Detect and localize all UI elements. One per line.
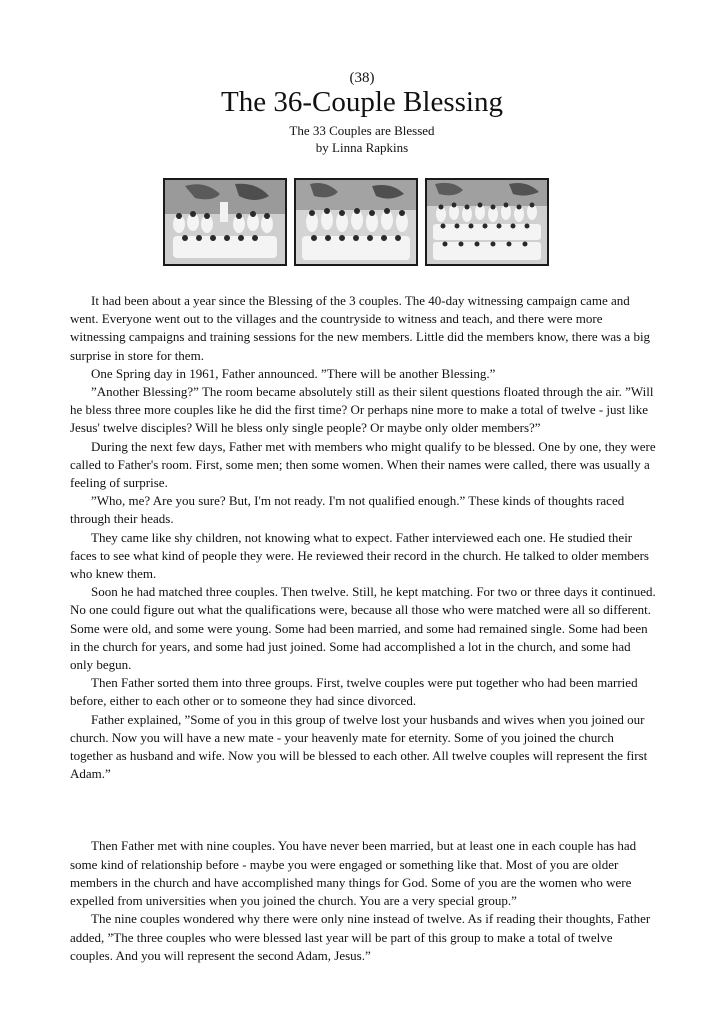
paragraph: Then Father met with nine couples. You have never been married, but at least one in each couple has had some kind of relationship before - maybe you were engaged or something like that. Most of you are older members in the church and have accomplished many things for God. Some of you are the women who were expelled from universities when you joined the church. You are a very special group.” [70,838,637,909]
paragraph: During the next few days, Father met with members who might qualify to be blessed. One by one, they were called to Father's room. First, some men; then some women. When their names were called, there was usually a feeling of surprise. [70,438,656,491]
paragraph: Then Father sorted them into three groups. First, twelve couples were put together who had been married before, either to each other or to someone they had since divorced. [70,675,638,709]
page-subtitle: The 33 Couples are Blessed [289,123,435,138]
author-line: by Linna Rapkins [315,140,409,155]
paragraph: Father explained, ”Some of you in this group of twelve lost your husbands and wives when you joined our church. Now you will have a new mate - your heavenly mate for eternity. Some of you joined the church together as husband and wife. Now you will be blessed to each other. All twelve couples will represent the first Adam.” [70,711,648,782]
photo-strip [163,178,549,266]
paragraph: They came like shy children, not knowing what to expect. Father interviewed each one. He studied their faces to see what kind of people they were. He reviewed their record in the church. He talked to older members who knew them. [70,529,649,582]
paragraph: One Spring day in 1961, Father announced. ”There will be another Blessing.” [91,365,496,381]
page-title: The 36-Couple Blessing [221,86,503,118]
chapter-number: (38) [349,70,375,86]
story-body [70,292,656,965]
group-photo-2-image [296,180,416,264]
paragraph: ”Another Blessing?” The room became absolutely still as their silent questions floated through the air. ”Will he bless three more couples like he did the first time? Or perhaps nine more to make a total of twelve - just like Jesus' twelve disciples? Will he bless only single people? Or maybe only older members?” [70,384,654,436]
group-photo-3 [425,178,549,266]
paragraph: It had been about a year since the Blessing of the 3 couples. The 40-day witnessing campaign came and went. Everyone went out to the villages and the countryside to witness and teach, and there were more witnessing campaigns and training sessions for the new members. Little did the members know, there was a big surprise in store for them. [70,293,651,363]
paragraph: The nine couples wondered why there were only nine instead of twelve. As if reading their thoughts, Father added, ”The three couples who were blessed last year will be part of this group to make a total of twelve couples. And you will represent the second Adam, Jesus.” [70,911,651,963]
paragraph: ”Who, me? Are you sure? But, I'm not ready. I'm not qualified enough.” These kinds of thoughts raced through their heads. [70,493,625,527]
group-photo-1 [163,178,287,266]
group-photo-2 [294,178,418,266]
group-photo-3-image [427,180,547,264]
group-photo-1-image [165,180,285,264]
paragraph: Soon he had matched three couples. Then twelve. Still, he kept matching. For two or three days it continued. No one could figure out what the qualifications were, because all those who were matched were all so different. Some were old, and some were young. Some had been married, and some had remained single. Some had been in the church for years, and some had just joined. Some had accomplished a lot in the church, and some had only begun. [70,584,656,673]
